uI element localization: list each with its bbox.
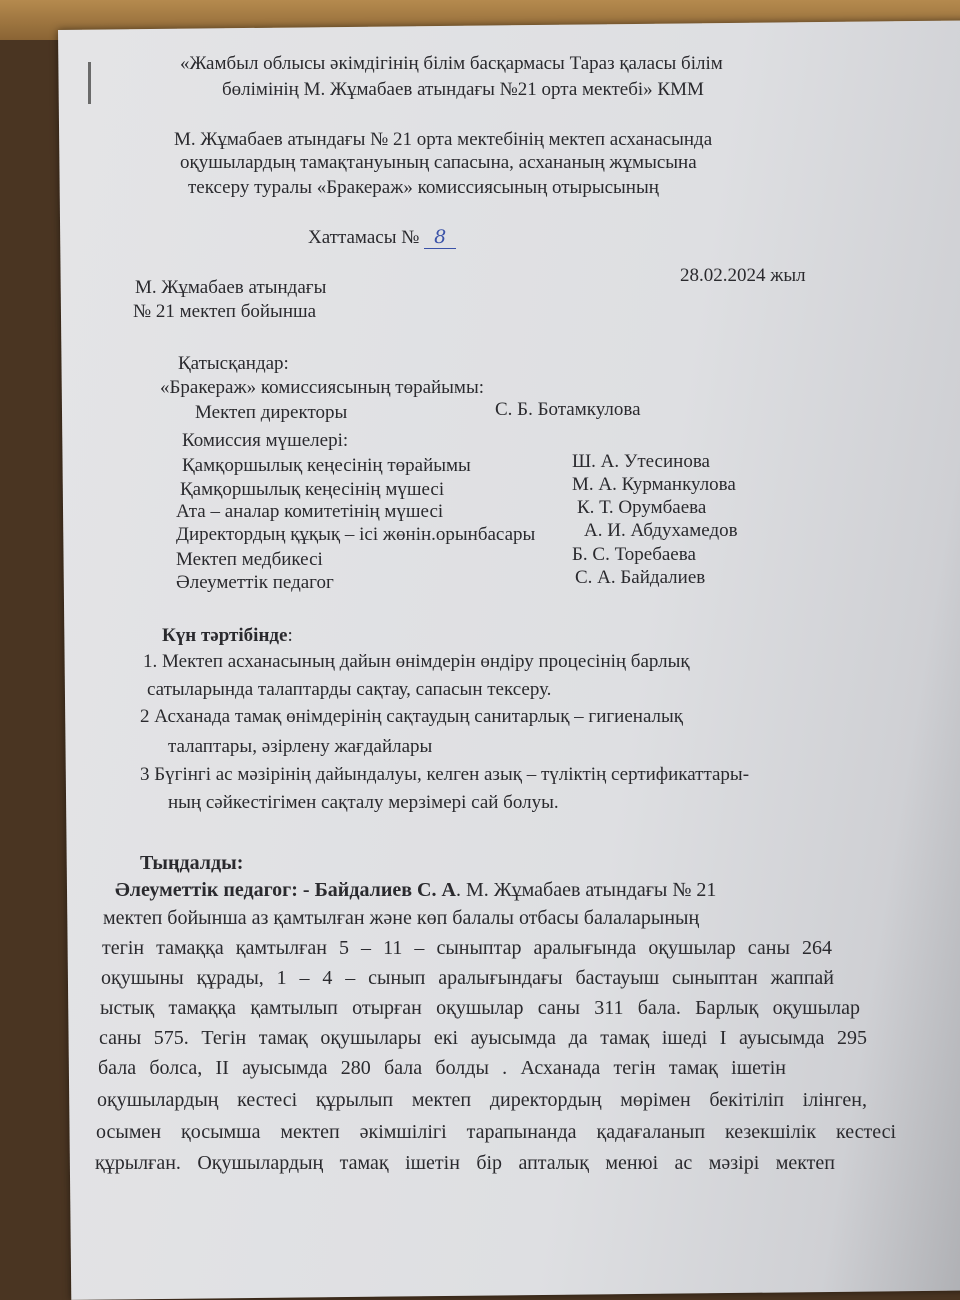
title-line-2: оқушылардың тамақтануының сапасына, асхананың жұмысына (180, 152, 697, 173)
paragraph-line: ыстық тамаққа қамтылып отырған оқушылар саны 311 бала. Барлық оқушылар (100, 997, 860, 1019)
members-heading: Комиссия мүшелері: (182, 430, 349, 451)
document-date: 28.02.2024 жыл (680, 265, 806, 286)
heard-heading: Тыңдалды: (140, 852, 244, 874)
member-role: Қамқоршылық кеңесінің мүшесі (180, 479, 445, 500)
protocol-label: Хаттамасы № (308, 227, 420, 248)
paragraph-line: осымен қосымша мектеп әкімшілігі тарапынанда қадағаланып кезекшілік кестесі (96, 1121, 896, 1143)
agenda-heading-colon: : (287, 625, 293, 646)
member-role: Директордың құқық – ісі жөнін.орынбасары (176, 524, 536, 545)
org-line-2: бөлімінің М. Жұмабаев атындағы №21 орта мектебі» КММ (222, 79, 704, 100)
org-line-1: «Жамбыл облысы әкімдігінің білім басқармасы Тараз қаласы білім (180, 53, 723, 74)
heard-first-line-rest: . М. Жұмабаев атындағы № 21 (455, 879, 717, 901)
agenda-item-3-line-1: 3 Бүгінгі ас мәзірінің дайындалуы, келген азық – түліктің сертификаттары- (140, 764, 750, 785)
speaker-name: Әлеуметтік педагог: - Байдалиев С. А (115, 879, 456, 901)
heard-first-line (115, 880, 716, 900)
member-name: Ш. А. Утесинова (572, 451, 710, 472)
place-line-2: № 21 мектеп бойынша (133, 301, 317, 322)
agenda-item-1-line-2: сатыларында талаптарды сақтау, сапасын тексеру. (147, 679, 552, 700)
member-role: Ата – аналар комитетінің мүшесі (176, 501, 444, 522)
paragraph-line: құрылған. Оқушылардың тамақ ішетін бір апталық менюі ас мәзірі мектеп (95, 1152, 835, 1174)
protocol-heading (308, 228, 456, 247)
member-name: Б. С. Торебаева (572, 544, 696, 565)
paragraph-line: мектеп бойынша аз қамтылған және көп балалы отбасы балаларының (103, 907, 700, 929)
agenda-item-2-line-1: 2 Асханада тамақ өнімдерінің сақтаудың санитарлық – гигиеналық (140, 706, 684, 727)
member-role: Әлеуметтік педагог (176, 572, 334, 593)
agenda-item-3-line-2: ның сәйкестігімен сақталу мерзімері сай болуы. (168, 792, 559, 813)
member-name: С. А. Байдалиев (575, 567, 706, 588)
agenda-item-2-line-2: талаптары, әзірлену жағдайлары (168, 736, 433, 757)
title-line-3: тексеру туралы «Бракераж» комиссиясының отырысының (188, 177, 659, 198)
paragraph-line: саны 575. Тегін тамақ оқушылары екі ауысымда да тамақ ішеді I ауысымда 295 (99, 1027, 867, 1049)
chair-role: Мектеп директоры (195, 402, 348, 423)
protocol-number: 8 (424, 226, 456, 249)
chair-name: С. Б. Ботамкулова (495, 399, 641, 420)
member-name: К. Т. Орумбаева (577, 497, 707, 518)
member-role: Мектеп медбикесі (176, 549, 323, 570)
place-line-1: М. Жұмабаев атындағы (135, 277, 327, 298)
participants-heading: Қатысқандар: (178, 353, 289, 374)
paragraph-line: тегін тамаққа қамтылған 5 – 11 – сыныптар аралығында оқушылар саны 264 (102, 937, 832, 959)
member-name: А. И. Абдухамедов (584, 520, 738, 541)
member-name: М. А. Курманкулова (572, 474, 736, 495)
title-line-1: М. Жұмабаев атындағы № 21 орта мектебінің мектеп асханасында (174, 129, 713, 150)
chair-heading: «Бракераж» комиссиясының төрайымы: (160, 377, 485, 398)
paragraph-line: оқушыны құрады, 1 – 4 – сынып аралығындағы бастауыш сыныптан жаппай (101, 967, 834, 989)
member-role: Қамқоршылық кеңесінің төрайымы (182, 455, 471, 476)
paragraph-line: оқушылардың кестесі құрылып мектеп директордың мөрімен бекітіліп ілінген, (97, 1089, 867, 1111)
agenda-heading-text: Күн тәртібінде (162, 625, 288, 646)
agenda-item-1-line-1: 1. Мектеп асханасының дайын өнімдерін өндіру процесінің барлық (143, 651, 690, 672)
paragraph-line: бала болса, II ауысымда 280 бала болды . Асханада тегін тамақ ішетін (98, 1057, 786, 1079)
pen-mark (88, 62, 91, 104)
agenda-heading (162, 626, 293, 645)
